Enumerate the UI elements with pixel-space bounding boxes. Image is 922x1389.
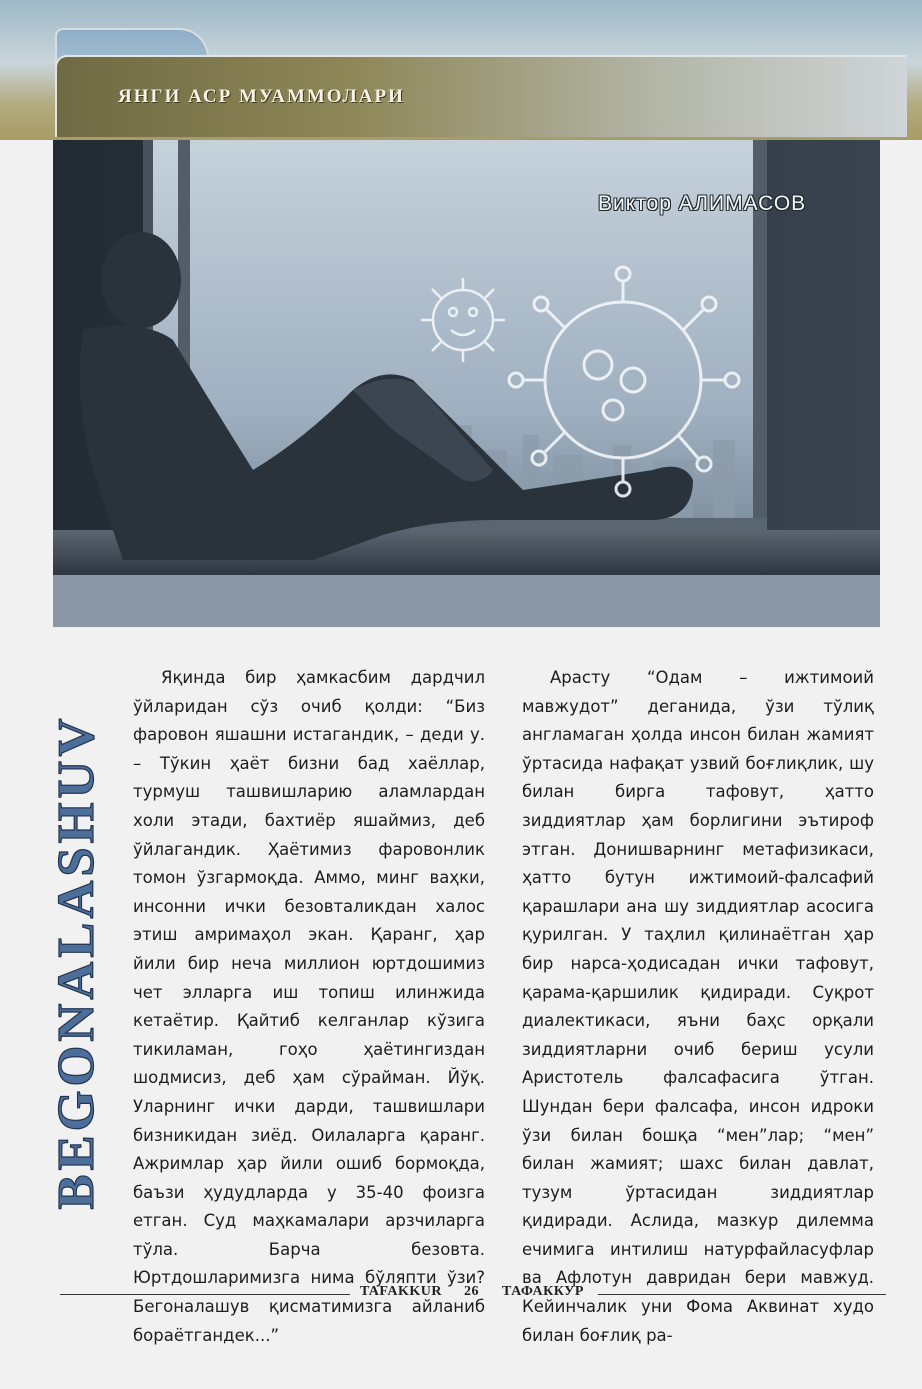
footer-rule-right	[598, 1294, 886, 1295]
right-text-column	[522, 664, 874, 1350]
author-name: Виктор АЛИМАСОВ	[598, 192, 807, 215]
footer-journal-name-latin: TAFAKKUR	[360, 1284, 443, 1299]
left-text-column	[133, 664, 485, 1350]
paragraph: Арасту “Одам – ижтимоий мавжудот” деганида, ўзи тўлиқ англамаган ҳолда инсон билан жамият ўртасида нафақат узвий боғлиқлик, шу билан бирга тафовут, ҳатто зиддиятлар ҳам борлигини эътироф этган. Донишварнинг метафизикаси, ҳатто бутун ижтимоий-фалсафий қарашлари ана шу зиддиятлар асосига қурилган. У таҳлил қилинаётган ҳар бир нарса-ҳодисадан ички тафовут, қарама-қаршилик қидиради. Суқрот диалектикаси, яъни баҳс орқали зиддиятларни очиб бериш усули Аристотель фалсафасига ўтган. Шундан бери фалсафа, инсон идроки ўзи билан бошқа “мен”лар; “мен” билан жамият; шахс билан давлат, тузум ўртасидан зиддиятлар қидиради. Аслида, мазкур дилемма ечимига интилиш натурфайласуфлар ва Афлотун давридан бери мавжуд. Кейинчалик уни Фома Аквинат худо билан боғлиқ ра-	[522, 668, 874, 1345]
vertical-label-text: BEGONALASHUV	[48, 719, 105, 1210]
paragraph: Яқинда бир ҳамкасбим дардчил ўйларидан сўз очиб қолди: “Биз фаровон яшашни истагандик, – деди у. – Тўкин ҳаёт бизни бад хаёллар, турмуш ташвишларию аламлардан холи этади, бахтиёр яшаймиз, деб ўйлагандик. Ҳаётимиз фаровонлик томон ўзгармоқда. Аммо, минг ваҳки, инсонни ички безовталикдан халос этиш амримаҳол экан. Қаранг, ҳар йили бир неча миллион юртдошимиз чет элларга иш топиш илинжида кетаётир. Қайтиб келганлар кўзига тикиламан, гоҳо ҳаётингиздан шодмисиз, деб ҳам сўрайман. Йўқ. Уларнинг ички дарди, ташвишлари бизникидан зиёд. Оилаларга қаранг. Ажримлар ҳар йили ошиб бормоқда, баъзи ҳудудларда у 35-40 фоизга етган. Суд маҳкамалари арзчиларга тўла. Барча безовта. Юртдошларимизга нима бўляпти ўзи? Бегоналашув қисматимизга айланиб бораётгандек...”	[133, 668, 485, 1345]
footer-journal-name-cyrillic: ТАФАККУР	[502, 1284, 584, 1299]
section-title: ЯНГИ АСР МУАММОЛАРИ	[118, 86, 405, 107]
footer-rule-left	[60, 1294, 350, 1295]
page-footer	[60, 1284, 886, 1304]
page-number: 26	[464, 1284, 479, 1299]
vertical-section-label	[48, 712, 105, 1212]
